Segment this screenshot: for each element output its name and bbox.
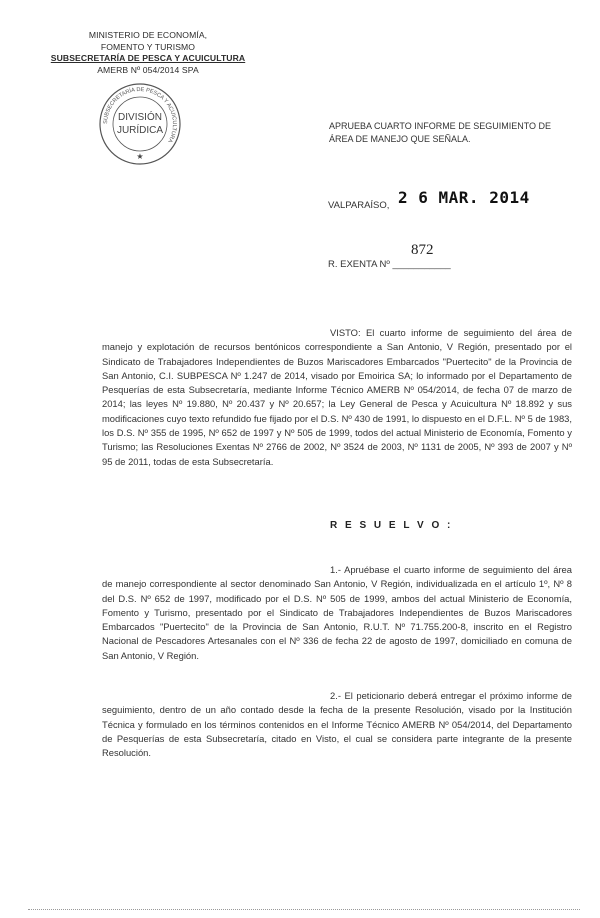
footer-rule: [28, 909, 580, 910]
division-juridica-stamp: [98, 82, 182, 166]
resolution-number: 872: [411, 242, 434, 258]
visto-text: VISTO: El cuarto informe de seguimiento del área de manejo y explotación de recursos bentónicos correspondiente a San Antonio, V Región, presentado por el Sindicato de Trabajadores Independientes de Buzos Mariscadores Embarcados "Puertecito" de la Provincia de San Antonio, C.I. SUBPESCA Nº 1.247 de 2014, visado por Emoirica SA; lo informado por el Departamento de Pesquerías de esta Subsecretaría, mediante Informe Técnico AMERB Nº 054/2014, de fecha 07 de marzo de 2014; las leyes Nº 19.880, Nº 20.437 y Nº 20.657; la Ley General de Pesca y Acuicultura Nº 18.892 y sus modificaciones cuyo texto refundido fue fijado por el D.S. Nº 430 de 1991, lo dispuesto en el D.F.L. Nº 5 de 1983, los D.S. Nº 355 de 1995, Nº 652 de 1997 y Nº 505 de 1999, todos del actual Ministerio de Economía, Fomento y Turismo; las Resoluciones Exentas Nº 2766 de 2002, Nº 3524 de 2003, Nº 1131 de 2005, Nº 393 de 2007 y Nº 95 de 2011, todas de esta Subsecretaría.: [102, 327, 572, 467]
resolution-subject: APRUEBA CUARTO INFORME DE SEGUIMIENTO DE ÁREA DE MANEJO QUE SEÑALA.: [329, 121, 552, 144]
point-2-paragraph: [102, 689, 572, 760]
letterhead: [48, 30, 248, 76]
date-stamp: 2 6 MAR. 2014: [398, 188, 530, 207]
resolution-label: R. EXENTA Nº ___________: [328, 259, 451, 270]
ministry-line-1: MINISTERIO DE ECONOMÍA,: [88, 30, 208, 40]
reference-line: AMERB Nº 054/2014 SPA: [97, 64, 199, 75]
point-1-text: 1.- Apruébase el cuarto informe de seguimiento del área de manejo correspondiente al sector denominado San Antonio, V Región, individualizada en el artículo 1º, Nº 8 del D.S. Nº 652 de 1997, modificado por el D.S. Nº 505 de 1999, ambos del actual Ministerio de Economía, Fomento y Turismo, presentado por el Sindicato de Trabajadores Independientes de Buzos Mariscadores Embarcados "Puertecito" de la Provincia de San Antonio, R.U.T. Nº 71.755.200-8, inscrito en el Registro Nacional de Pescadores Artesanales con el Nº 336 de fecha 22 de agosto de 1997, domiciliado en comuna de San Antonio, V Región.: [102, 564, 572, 661]
stamp-star-icon: ★: [136, 152, 144, 161]
stamp-line-2: JURÍDICA: [116, 125, 164, 136]
ministry-line-2: FOMENTO Y TURISMO: [100, 41, 196, 52]
resuelvo-heading: R E S U E L V O :: [330, 520, 453, 531]
subsecretary-line: SUBSECRETARÍA DE PESCA Y ACUICULTURA: [50, 53, 246, 63]
stamp-ring-text: SUBSECRETARÍA DE PESCA Y ACUICULTURA: [102, 86, 178, 144]
stamp-line-1: DIVISIÓN: [118, 112, 162, 123]
visto-paragraph: [102, 326, 572, 469]
point-1-paragraph: [102, 563, 572, 663]
point-2-text: 2.- El peticionario deberá entregar el próximo informe de seguimiento, dentro de un año contado desde la fecha de la presente Resolución, visado por la Institución Técnica y formulado en los términos contenidos en el Informe Técnico AMERB Nº 054/2014, del Departamento de Pesquerías de esta Subsecretaría, citado en Visto, el cual se considera parte integrante de la presente Resolución.: [102, 690, 572, 759]
place-label: VALPARAÍSO,: [328, 200, 390, 211]
